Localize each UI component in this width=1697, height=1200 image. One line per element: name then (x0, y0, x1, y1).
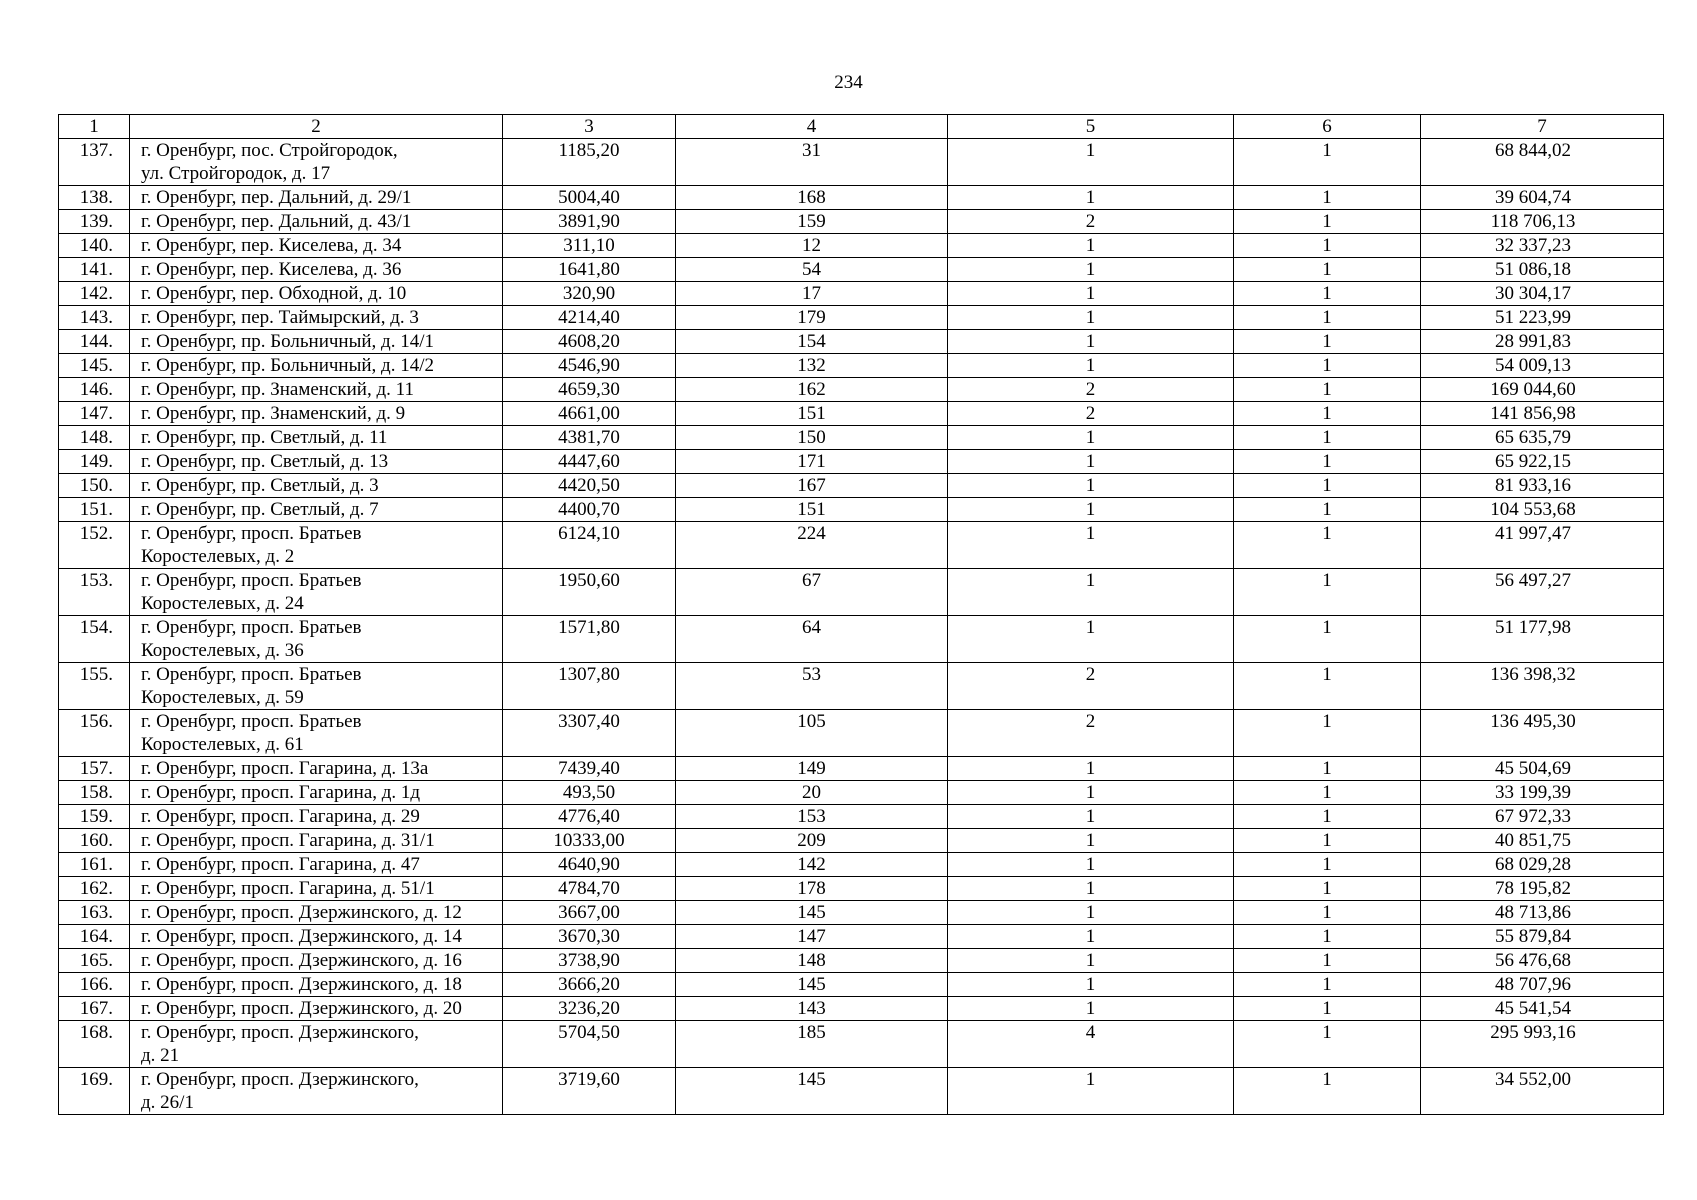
area-cell: 3236,20 (503, 997, 676, 1021)
col6-cell: 1 (1234, 474, 1421, 498)
address-cell: г. Оренбург, просп. Дзержинского, д. 20 (130, 997, 503, 1021)
table-row (59, 450, 1664, 474)
col5-cell: 1 (948, 139, 1234, 186)
area-cell: 1641,80 (503, 258, 676, 282)
row-number: 145. (59, 354, 130, 378)
residents-cell: 142 (676, 853, 948, 877)
amount-cell: 65 922,15 (1421, 450, 1664, 474)
col6-cell: 1 (1234, 1068, 1421, 1115)
column-header: 4 (676, 115, 948, 139)
amount-cell: 104 553,68 (1421, 498, 1664, 522)
col6-cell: 1 (1234, 663, 1421, 710)
col5-cell: 1 (948, 616, 1234, 663)
residents-cell: 149 (676, 757, 948, 781)
area-cell: 6124,10 (503, 522, 676, 569)
residents-cell: 178 (676, 877, 948, 901)
amount-cell: 78 195,82 (1421, 877, 1664, 901)
column-header: 7 (1421, 115, 1664, 139)
amount-cell: 39 604,74 (1421, 186, 1664, 210)
row-number: 154. (59, 616, 130, 663)
table-row (59, 522, 1664, 569)
address-cell: г. Оренбург, просп. Братьев Коростелевых, д. 24 (130, 569, 503, 616)
residents-cell: 31 (676, 139, 948, 186)
table-row (59, 949, 1664, 973)
residents-cell: 147 (676, 925, 948, 949)
address-cell: г. Оренбург, просп. Гагарина, д. 13а (130, 757, 503, 781)
row-number: 150. (59, 474, 130, 498)
amount-cell: 68 844,02 (1421, 139, 1664, 186)
row-number: 163. (59, 901, 130, 925)
row-number: 153. (59, 569, 130, 616)
table-header (59, 115, 1664, 139)
table-row (59, 330, 1664, 354)
residents-cell: 145 (676, 973, 948, 997)
data-table (58, 114, 1664, 1115)
col5-cell: 1 (948, 805, 1234, 829)
address-cell: г. Оренбург, пр. Больничный, д. 14/1 (130, 330, 503, 354)
area-cell: 311,10 (503, 234, 676, 258)
col6-cell: 1 (1234, 925, 1421, 949)
table-row (59, 805, 1664, 829)
row-number: 143. (59, 306, 130, 330)
residents-cell: 53 (676, 663, 948, 710)
area-cell: 10333,00 (503, 829, 676, 853)
amount-cell: 48 713,86 (1421, 901, 1664, 925)
table-row (59, 258, 1664, 282)
col6-cell: 1 (1234, 616, 1421, 663)
amount-cell: 54 009,13 (1421, 354, 1664, 378)
residents-cell: 145 (676, 1068, 948, 1115)
address-cell: г. Оренбург, просп. Гагарина, д. 1д (130, 781, 503, 805)
column-header: 1 (59, 115, 130, 139)
row-number: 169. (59, 1068, 130, 1115)
amount-cell: 141 856,98 (1421, 402, 1664, 426)
amount-cell: 136 398,32 (1421, 663, 1664, 710)
area-cell: 4784,70 (503, 877, 676, 901)
col6-cell: 1 (1234, 805, 1421, 829)
residents-cell: 12 (676, 234, 948, 258)
col5-cell: 1 (948, 522, 1234, 569)
area-cell: 4661,00 (503, 402, 676, 426)
residents-cell: 145 (676, 901, 948, 925)
row-number: 160. (59, 829, 130, 853)
col6-cell: 1 (1234, 901, 1421, 925)
address-cell: г. Оренбург, пер. Дальний, д. 43/1 (130, 210, 503, 234)
table-row (59, 973, 1664, 997)
table-row (59, 710, 1664, 757)
residents-cell: 150 (676, 426, 948, 450)
address-cell: г. Оренбург, просп. Гагарина, д. 31/1 (130, 829, 503, 853)
residents-cell: 20 (676, 781, 948, 805)
row-number: 164. (59, 925, 130, 949)
residents-cell: 148 (676, 949, 948, 973)
table-row (59, 997, 1664, 1021)
table-row (59, 569, 1664, 616)
amount-cell: 51 177,98 (1421, 616, 1664, 663)
col6-cell: 1 (1234, 139, 1421, 186)
row-number: 141. (59, 258, 130, 282)
area-cell: 4640,90 (503, 853, 676, 877)
area-cell: 3667,00 (503, 901, 676, 925)
area-cell: 4546,90 (503, 354, 676, 378)
table-row (59, 781, 1664, 805)
residents-cell: 167 (676, 474, 948, 498)
col6-cell: 1 (1234, 210, 1421, 234)
col5-cell: 1 (948, 829, 1234, 853)
residents-cell: 168 (676, 186, 948, 210)
amount-cell: 55 879,84 (1421, 925, 1664, 949)
amount-cell: 30 304,17 (1421, 282, 1664, 306)
residents-cell: 67 (676, 569, 948, 616)
col6-cell: 1 (1234, 997, 1421, 1021)
table-row (59, 925, 1664, 949)
col6-cell: 1 (1234, 569, 1421, 616)
column-header: 2 (130, 115, 503, 139)
row-number: 161. (59, 853, 130, 877)
row-number: 140. (59, 234, 130, 258)
table-row (59, 306, 1664, 330)
row-number: 166. (59, 973, 130, 997)
residents-cell: 154 (676, 330, 948, 354)
col6-cell: 1 (1234, 1021, 1421, 1068)
amount-cell: 45 504,69 (1421, 757, 1664, 781)
area-cell: 4381,70 (503, 426, 676, 450)
residents-cell: 162 (676, 378, 948, 402)
col5-cell: 1 (948, 925, 1234, 949)
address-cell: г. Оренбург, просп. Братьев Коростелевых, д. 59 (130, 663, 503, 710)
row-number: 147. (59, 402, 130, 426)
col6-cell: 1 (1234, 330, 1421, 354)
address-cell: г. Оренбург, пер. Таймырский, д. 3 (130, 306, 503, 330)
row-number: 157. (59, 757, 130, 781)
amount-cell: 51 086,18 (1421, 258, 1664, 282)
col5-cell: 1 (948, 306, 1234, 330)
col6-cell: 1 (1234, 402, 1421, 426)
table-row (59, 901, 1664, 925)
row-number: 151. (59, 498, 130, 522)
table-row (59, 616, 1664, 663)
col6-cell: 1 (1234, 973, 1421, 997)
col5-cell: 1 (948, 569, 1234, 616)
address-cell: г. Оренбург, пр. Знаменский, д. 9 (130, 402, 503, 426)
col5-cell: 2 (948, 378, 1234, 402)
residents-cell: 151 (676, 402, 948, 426)
row-number: 139. (59, 210, 130, 234)
area-cell: 1185,20 (503, 139, 676, 186)
col6-cell: 1 (1234, 258, 1421, 282)
col5-cell: 1 (948, 949, 1234, 973)
table-row (59, 354, 1664, 378)
area-cell: 4420,50 (503, 474, 676, 498)
area-cell: 3738,90 (503, 949, 676, 973)
table-row (59, 877, 1664, 901)
address-cell: г. Оренбург, просп. Гагарина, д. 47 (130, 853, 503, 877)
row-number: 168. (59, 1021, 130, 1068)
table-row (59, 1021, 1664, 1068)
col5-cell: 1 (948, 426, 1234, 450)
residents-cell: 224 (676, 522, 948, 569)
col5-cell: 1 (948, 757, 1234, 781)
amount-cell: 136 495,30 (1421, 710, 1664, 757)
table-row (59, 1068, 1664, 1115)
amount-cell: 48 707,96 (1421, 973, 1664, 997)
area-cell: 7439,40 (503, 757, 676, 781)
address-cell: г. Оренбург, пер. Киселева, д. 36 (130, 258, 503, 282)
address-cell: г. Оренбург, просп. Дзержинского, д. 26/1 (130, 1068, 503, 1115)
row-number: 152. (59, 522, 130, 569)
area-cell: 1571,80 (503, 616, 676, 663)
residents-cell: 171 (676, 450, 948, 474)
col5-cell: 1 (948, 186, 1234, 210)
residents-cell: 153 (676, 805, 948, 829)
col5-cell: 1 (948, 498, 1234, 522)
col5-cell: 1 (948, 234, 1234, 258)
residents-cell: 159 (676, 210, 948, 234)
residents-cell: 143 (676, 997, 948, 1021)
table-row (59, 829, 1664, 853)
area-cell: 4776,40 (503, 805, 676, 829)
area-cell: 3670,30 (503, 925, 676, 949)
table-row (59, 498, 1664, 522)
address-cell: г. Оренбург, пер. Киселева, д. 34 (130, 234, 503, 258)
area-cell: 3666,20 (503, 973, 676, 997)
address-cell: г. Оренбург, пос. Стройгородок, ул. Стройгородок, д. 17 (130, 139, 503, 186)
row-number: 148. (59, 426, 130, 450)
col5-cell: 1 (948, 997, 1234, 1021)
col6-cell: 1 (1234, 710, 1421, 757)
residents-cell: 64 (676, 616, 948, 663)
area-cell: 3719,60 (503, 1068, 676, 1115)
col6-cell: 1 (1234, 757, 1421, 781)
col6-cell: 1 (1234, 853, 1421, 877)
table-row (59, 139, 1664, 186)
residents-cell: 132 (676, 354, 948, 378)
col5-cell: 1 (948, 258, 1234, 282)
col6-cell: 1 (1234, 282, 1421, 306)
area-cell: 493,50 (503, 781, 676, 805)
area-cell: 4447,60 (503, 450, 676, 474)
table-row (59, 282, 1664, 306)
col6-cell: 1 (1234, 522, 1421, 569)
amount-cell: 118 706,13 (1421, 210, 1664, 234)
residents-cell: 179 (676, 306, 948, 330)
amount-cell: 33 199,39 (1421, 781, 1664, 805)
col6-cell: 1 (1234, 354, 1421, 378)
col6-cell: 1 (1234, 498, 1421, 522)
address-cell: г. Оренбург, пр. Светлый, д. 11 (130, 426, 503, 450)
col6-cell: 1 (1234, 426, 1421, 450)
row-number: 138. (59, 186, 130, 210)
address-cell: г. Оренбург, просп. Братьев Коростелевых, д. 36 (130, 616, 503, 663)
address-cell: г. Оренбург, пр. Светлый, д. 7 (130, 498, 503, 522)
col5-cell: 2 (948, 402, 1234, 426)
amount-cell: 28 991,83 (1421, 330, 1664, 354)
amount-cell: 169 044,60 (1421, 378, 1664, 402)
amount-cell: 67 972,33 (1421, 805, 1664, 829)
table-row (59, 402, 1664, 426)
residents-cell: 17 (676, 282, 948, 306)
address-cell: г. Оренбург, пер. Дальний, д. 29/1 (130, 186, 503, 210)
residents-cell: 151 (676, 498, 948, 522)
area-cell: 5004,40 (503, 186, 676, 210)
amount-cell: 32 337,23 (1421, 234, 1664, 258)
address-cell: г. Оренбург, просп. Дзержинского, д. 12 (130, 901, 503, 925)
amount-cell: 51 223,99 (1421, 306, 1664, 330)
col6-cell: 1 (1234, 186, 1421, 210)
amount-cell: 68 029,28 (1421, 853, 1664, 877)
row-number: 149. (59, 450, 130, 474)
column-header: 5 (948, 115, 1234, 139)
residents-cell: 185 (676, 1021, 948, 1068)
col5-cell: 1 (948, 330, 1234, 354)
row-number: 167. (59, 997, 130, 1021)
col5-cell: 1 (948, 973, 1234, 997)
col6-cell: 1 (1234, 306, 1421, 330)
col6-cell: 1 (1234, 378, 1421, 402)
col5-cell: 1 (948, 282, 1234, 306)
header-row (59, 115, 1664, 139)
address-cell: г. Оренбург, просп. Дзержинского, д. 14 (130, 925, 503, 949)
address-cell: г. Оренбург, пер. Обходной, д. 10 (130, 282, 503, 306)
table-row (59, 426, 1664, 450)
column-header: 3 (503, 115, 676, 139)
col5-cell: 4 (948, 1021, 1234, 1068)
area-cell: 4214,40 (503, 306, 676, 330)
table-body (59, 139, 1664, 1115)
page-number: 234 (834, 72, 863, 93)
row-number: 144. (59, 330, 130, 354)
amount-cell: 40 851,75 (1421, 829, 1664, 853)
area-cell: 4608,20 (503, 330, 676, 354)
table-row (59, 663, 1664, 710)
address-cell: г. Оренбург, просп. Дзержинского, д. 18 (130, 973, 503, 997)
amount-cell: 65 635,79 (1421, 426, 1664, 450)
table-row (59, 378, 1664, 402)
col5-cell: 2 (948, 663, 1234, 710)
row-number: 158. (59, 781, 130, 805)
table-row (59, 234, 1664, 258)
amount-cell: 34 552,00 (1421, 1068, 1664, 1115)
row-number: 156. (59, 710, 130, 757)
row-number: 155. (59, 663, 130, 710)
table-row (59, 757, 1664, 781)
col5-cell: 2 (948, 210, 1234, 234)
col5-cell: 1 (948, 853, 1234, 877)
address-cell: г. Оренбург, просп. Дзержинского, д. 21 (130, 1021, 503, 1068)
col5-cell: 1 (948, 450, 1234, 474)
area-cell: 3307,40 (503, 710, 676, 757)
col5-cell: 1 (948, 781, 1234, 805)
col5-cell: 1 (948, 877, 1234, 901)
area-cell: 4659,30 (503, 378, 676, 402)
row-number: 137. (59, 139, 130, 186)
col5-cell: 2 (948, 710, 1234, 757)
area-cell: 5704,50 (503, 1021, 676, 1068)
row-number: 159. (59, 805, 130, 829)
col6-cell: 1 (1234, 829, 1421, 853)
address-cell: г. Оренбург, пр. Светлый, д. 3 (130, 474, 503, 498)
address-cell: г. Оренбург, просп. Гагарина, д. 51/1 (130, 877, 503, 901)
area-cell: 4400,70 (503, 498, 676, 522)
col6-cell: 1 (1234, 781, 1421, 805)
amount-cell: 295 993,16 (1421, 1021, 1664, 1068)
amount-cell: 41 997,47 (1421, 522, 1664, 569)
amount-cell: 81 933,16 (1421, 474, 1664, 498)
address-cell: г. Оренбург, пр. Светлый, д. 13 (130, 450, 503, 474)
table-row (59, 853, 1664, 877)
residents-cell: 54 (676, 258, 948, 282)
col5-cell: 1 (948, 354, 1234, 378)
row-number: 142. (59, 282, 130, 306)
col5-cell: 1 (948, 901, 1234, 925)
row-number: 146. (59, 378, 130, 402)
col6-cell: 1 (1234, 877, 1421, 901)
col5-cell: 1 (948, 474, 1234, 498)
amount-cell: 45 541,54 (1421, 997, 1664, 1021)
residents-cell: 105 (676, 710, 948, 757)
address-cell: г. Оренбург, просп. Братьев Коростелевых, д. 2 (130, 522, 503, 569)
amount-cell: 56 476,68 (1421, 949, 1664, 973)
address-cell: г. Оренбург, пр. Знаменский, д. 11 (130, 378, 503, 402)
address-cell: г. Оренбург, пр. Больничный, д. 14/2 (130, 354, 503, 378)
col6-cell: 1 (1234, 949, 1421, 973)
amount-cell: 56 497,27 (1421, 569, 1664, 616)
address-cell: г. Оренбург, просп. Гагарина, д. 29 (130, 805, 503, 829)
address-cell: г. Оренбург, просп. Братьев Коростелевых, д. 61 (130, 710, 503, 757)
row-number: 165. (59, 949, 130, 973)
col6-cell: 1 (1234, 234, 1421, 258)
area-cell: 3891,90 (503, 210, 676, 234)
area-cell: 1307,80 (503, 663, 676, 710)
residents-cell: 209 (676, 829, 948, 853)
column-header: 6 (1234, 115, 1421, 139)
area-cell: 320,90 (503, 282, 676, 306)
row-number: 162. (59, 877, 130, 901)
address-cell: г. Оренбург, просп. Дзержинского, д. 16 (130, 949, 503, 973)
table-row (59, 186, 1664, 210)
col6-cell: 1 (1234, 450, 1421, 474)
table-row (59, 474, 1664, 498)
col5-cell: 1 (948, 1068, 1234, 1115)
area-cell: 1950,60 (503, 569, 676, 616)
table-row (59, 210, 1664, 234)
